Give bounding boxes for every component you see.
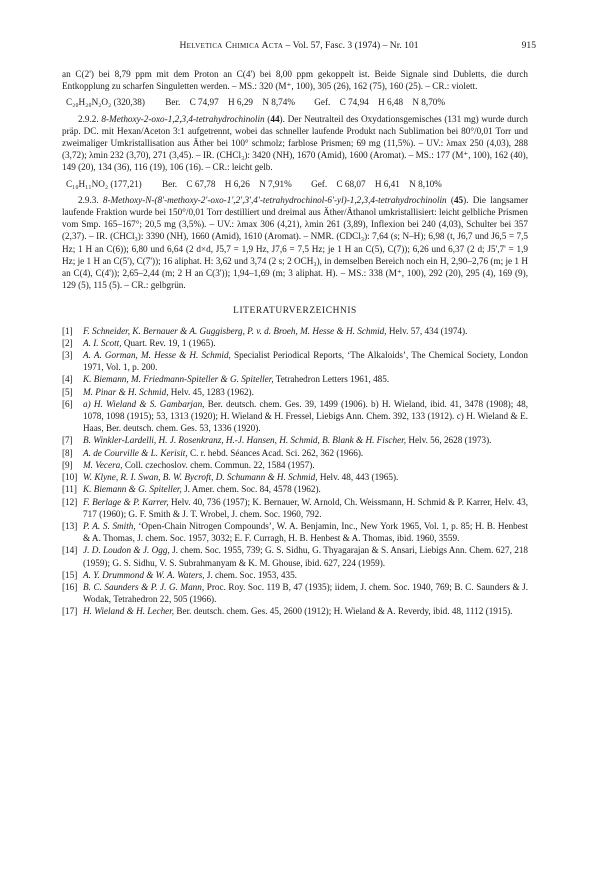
issue-info: – Vol. 57, Fasc. 3 (1974) – Nr. 101 bbox=[285, 40, 419, 51]
reference-item bbox=[62, 569, 528, 581]
reference-item bbox=[62, 496, 528, 520]
reference-item bbox=[62, 544, 528, 568]
reference-number: [16] bbox=[62, 581, 78, 592]
elemental-analysis-1 bbox=[66, 96, 528, 108]
found-value: N 8,70% bbox=[412, 97, 446, 108]
found-value: H 6,41 bbox=[374, 178, 400, 189]
molecular-formula: C₁₀H₁₁NO₂ (177,21) bbox=[66, 178, 142, 189]
calculated-label: Ber. bbox=[162, 178, 178, 189]
reference-citation: J. Amer. chem. Soc. 84, 4578 (1962). bbox=[181, 484, 321, 495]
compound-number: 45 bbox=[453, 194, 464, 205]
reference-item bbox=[62, 447, 528, 459]
reference-item bbox=[62, 398, 528, 435]
found-label: Gef. bbox=[311, 178, 328, 189]
reference-item bbox=[62, 337, 528, 349]
reference-number: [1] bbox=[62, 325, 73, 336]
calculated-label: Ber. bbox=[165, 97, 181, 108]
reference-item bbox=[62, 581, 528, 605]
reference-authors: A. A. Gorman, M. Hesse & H. Schmid, bbox=[83, 350, 231, 361]
reference-item bbox=[62, 349, 528, 373]
reference-authors: J. D. Loudon & J. Ogg, bbox=[83, 545, 170, 556]
reference-item bbox=[62, 483, 528, 495]
reference-citation: Helv. 40, 736 (1957); K. Bernauer, W. Arnold, Ch. Weissmann, H. Schmid & P. Karrer, Helv. 43, 717 (1960); G. F. Smith & J. T. Wrobel, J. chem. Soc. 1960, 792. bbox=[83, 496, 529, 519]
reference-authors: B. C. Saunders & P. J. G. Mann, bbox=[83, 581, 205, 592]
reference-citation: Helv. 48, 443 (1965). bbox=[317, 472, 399, 483]
reference-number: [11] bbox=[62, 484, 77, 495]
references-heading: LITERATURVERZEICHNIS bbox=[233, 306, 357, 317]
reference-number: [17] bbox=[62, 606, 78, 617]
elemental-analysis-2 bbox=[66, 178, 528, 190]
reference-item bbox=[62, 520, 528, 544]
reference-authors: H. Wieland & H. Lecher, bbox=[83, 606, 175, 617]
reference-authors: K. Biemann, M. Friedmann-Spiteller & G. Spiteller, bbox=[83, 374, 274, 385]
reference-number: [8] bbox=[62, 447, 73, 458]
reference-number: [14] bbox=[62, 545, 78, 556]
reference-item bbox=[62, 386, 528, 398]
reference-item bbox=[62, 605, 528, 617]
reference-citation: Tetrahedron Letters 1961, 485. bbox=[273, 374, 390, 385]
section-2-9-3: 2.9.3. 8-Methoxy-N-(8'-methoxy-2'-oxo-1',2',3',4'-tetrahydrochinol-6'-yl)-1,2,3,4-tetrahydrochinolin (45). Die langsamer laufende Fraktion wurde bei 150°/0,01 Torr destilliert und dreimal aus Äther/Äthanol umkristallisiert: leicht gelbliche Prismen vom Smp. 165–167°; 20,5 mg (3,5%). – UV.: λmax 306 (4,21), λmin 261 (3,89), Inflexion bei 240 (4,03), Schulter bei 357 (2,37). – IR. (CHCl₃): 3390 (NH), 1660 (Amid), 1610 (Aromat). – NMR. (CDCl₃): 7,64 (s; N–H); 6,98 (t, J6,7 und J6,5 = 7,5 Hz; 1 H an C(6)); 6,80 und 6,64 (2 d×d, J5,7 = 1,9 Hz, J7,6 = 7,5 Hz; je 1 H an C(5), C(7)); 6,26 und 6,37 (2 d; J5',7' = 1,9 Hz; je 1 H an C(5'), C(7')); 16 aliphat. H: 3,62 und 3,74 (2 s; 2 OCH₃), in demselben Bereich noch ein H, 2,90–2,76 (m; je 1 H an C(4), C(4')); 2,65–2,44 (m; 2 H an C(3')); 1,94–1,69 (m; 3 aliphat. H). – MS.: 338 (M⁺, 100), 292 (20), 295 (4), 169 (9), 129 (5), 115 (5). – CR.: gelbgrün. bbox=[62, 194, 529, 291]
reference-citation: Coll. czechoslov. chem. Commun. 22, 1584 (1957). bbox=[122, 459, 315, 470]
found-label: Gef. bbox=[314, 97, 331, 108]
reference-citation: Proc. Roy. Soc. 119 B, 47 (1935); iidem, J. chem. Soc. 1940, 769; B. C. Saunders & J. Wodak, Tetrahedron 22, 505 (1966). bbox=[83, 581, 528, 605]
calc-value: H 6,26 bbox=[224, 178, 250, 189]
reference-number: [7] bbox=[62, 435, 73, 446]
reference-authors: M. Vecera, bbox=[83, 459, 123, 470]
compound-number: 44 bbox=[270, 113, 280, 124]
reference-number: [4] bbox=[62, 374, 73, 385]
found-value: H 6,48 bbox=[378, 97, 404, 108]
reference-number: [13] bbox=[62, 520, 78, 531]
compound-name: 8-Methoxy-2-oxo-1,2,3,4-tetrahydrochinolin bbox=[101, 113, 265, 124]
reference-authors: K. Biemann & G. Spiteller, bbox=[83, 484, 182, 495]
reference-item bbox=[62, 373, 528, 385]
reference-number: [12] bbox=[62, 496, 78, 507]
reference-authors: M. Pinar & H. Schmid, bbox=[83, 386, 169, 397]
journal-name: Helvetica Chimica Acta bbox=[179, 40, 284, 51]
section-text: . Die langsamer laufende Fraktion wurde bei 150°/0,01 Torr destilliert und dreimal aus Äther/Äthanol umkristallisiert: leicht gelbliche Prismen vom Smp. 165–167°; 20,5 mg (3,5%). – UV.: λmax 306 (4,21), λmin 261 (3,89), Inflexion bei 240 (4,03), Schulter bei 357 (2,37). – IR. (CHCl₃): 3390 (NH), 1660 (Amid), 1610 (Aromat). – NMR. (CDCl₃): 7,64 (s; N–H); 6,98 (t, J6,7 und J6,5 = 7,5 Hz; 1 H an C(6)); 6,80 und 6,64 (2 d×d, J5,7 = 1,9 Hz, J7,6 = 7,5 Hz; je 1 H an C(5), C(7)); 6,26 und 6,37 (2 d; J5',7' = 1,9 Hz; je 1 H an C(5'), C(7')); 16 aliphat. H: 3,62 und 3,74 (2 s; 2 OCH₃), in demselben Bereich noch ein H, 2,90–2,76 (m; je 1 H an C(4), C(4')); 2,65–2,44 (m; 2 H an C(3')); 1,94–1,69 (m; 3 aliphat. H). – MS.: 338 (M⁺, 100), 292 (20), 295 (4), 169 (9), 129 (5), 115 (5). – CR.: gelbgrün. bbox=[62, 194, 529, 291]
reference-citation: J. chem. Soc. 1953, 435. bbox=[204, 569, 297, 580]
calc-value: C 74,97 bbox=[189, 97, 219, 108]
reference-citation: J. chem. Soc. 1955, 739; G. S. Sidhu, G. Thyagarajan & S. Ansari, Liebigs Ann. Chem. 627, 218 (1959); G. S. Sidhu, V. S. Subrahmanyam & K. M. Ghouse, ibid. 627, 224 (1959). bbox=[83, 545, 529, 568]
reference-citation: Ber. deutsch. chem. Ges. 39, 1499 (1906). b) H. Wieland, ibid. 41, 3478 (1908); 48, 1078, 1098 (1915); 53, 1313 (1920); H. Wieland & H. Fressel, Liebigs Ann. Chem. 392, 133 (1912). c) H. Wieland & E. Haas, Ber. deutsch. chem. Ges. 53, 1336 (1920). bbox=[83, 398, 528, 434]
reference-authors: A. I. Scott, bbox=[83, 337, 122, 348]
found-value: N 8,10% bbox=[409, 178, 442, 189]
reference-number: [10] bbox=[62, 472, 78, 483]
reference-number: [5] bbox=[62, 386, 73, 397]
reference-item bbox=[62, 459, 528, 471]
section-text: . Der Neutralteil des Oxydationsgemisches (131 mg) wurde durch präp. DC. mit Hexan/Aceton 3:1 aufgetrennt, wobei das schneller laufende Produkt nach Sublimation bei 80°/0,01 Torr und zweimaliger Umkristallisation aus Äther bei 100° schmolz; farblose Prismen; 69 mg (11,5%). – UV.: λmax 250 (4,03), 288 (3,72); λmin 232 (3,70), 271 (3,45). – IR. (CHCl₃): 3420 (NH), 1670 (Amid), 1600 (Aromat). – MS.: 177 (M⁺, 100), 162 (40), 149 (20), 134 (36), 116 (19), 106 (16). – CR.: leicht gelb. bbox=[62, 113, 528, 173]
found-value: C 68,07 bbox=[336, 178, 366, 189]
reference-item bbox=[62, 471, 528, 483]
reference-authors: F. Schneider, K. Bernauer & A. Guggisberg, P. v. d. Broeh, M. Hesse & H. Schmid, bbox=[83, 325, 387, 336]
reference-item bbox=[62, 325, 528, 337]
reference-list bbox=[62, 325, 528, 618]
calc-value: C 67,78 bbox=[186, 178, 216, 189]
reference-number: [15] bbox=[62, 569, 78, 580]
reference-authors: P. A. S. Smith, bbox=[83, 520, 136, 531]
reference-citation: Specialist Periodical Reports, ‘The Alkaloids’, The Chemical Society, London 1971, Vol. 1, p. 200. bbox=[83, 350, 528, 373]
compound-name: 8-Methoxy-N-(8'-methoxy-2'-oxo-1',2',3',4'-tetrahydrochinol-6'-yl)-1,2,3,4-tetrahydrochinolin bbox=[102, 194, 447, 205]
reference-authors: F. Berlage & P. Karrer, bbox=[83, 496, 169, 507]
reference-number: [3] bbox=[62, 350, 73, 361]
section-number: 2.9.3. bbox=[78, 194, 99, 205]
reference-citation: Helv. 57, 434 (1974). bbox=[386, 325, 468, 336]
calc-value: H 6,29 bbox=[228, 97, 254, 108]
reference-authors: B. Winkler-Lardelli, H. J. Rosenkranz, H.-J. Hansen, H. Schmid, B. Blank & H. Fischer, bbox=[83, 435, 407, 446]
reference-authors: A. Y. Drummond & W. A. Waters, bbox=[83, 569, 205, 580]
reference-citation: Helv. 56, 2628 (1973). bbox=[406, 435, 492, 446]
reference-citation: ‘Open-Chain Nitrogen Compounds’, W. A. Benjamin, Inc., New York 1965, Vol. 1, p. 85; H. B. Henbest & A. Thomas, J. chem. Soc. 1957, 3032; E. F. Curragh, H. B. Henbest & A. Thomas, ibid. 1960, 3559. bbox=[83, 520, 528, 544]
reference-number: [2] bbox=[62, 337, 73, 348]
reference-citation: Quart. Rev. 19, 1 (1965). bbox=[121, 337, 216, 348]
reference-authors: a) H. Wieland & S. Gambarjan, bbox=[83, 398, 205, 409]
reference-number: [6] bbox=[62, 398, 73, 409]
reference-citation: C. r. hebd. Séances Acad. Sci. 262, 362 (1966). bbox=[187, 447, 364, 458]
calc-value: N 8,74% bbox=[262, 97, 295, 108]
page-number: 915 bbox=[521, 40, 536, 51]
section-number: 2.9.2. bbox=[78, 113, 99, 124]
found-value: C 74,94 bbox=[339, 97, 369, 108]
article-body bbox=[62, 68, 528, 618]
reference-authors: W. Klyne, R. I. Swan, B. W. Bycroft, D. Schumann & H. Schmid, bbox=[83, 472, 318, 483]
running-header-title bbox=[62, 40, 536, 51]
reference-citation: Helv. 45, 1283 (1962). bbox=[168, 386, 254, 397]
reference-item bbox=[62, 434, 528, 446]
reference-authors: A. de Courville & L. Kerisit, bbox=[83, 447, 188, 458]
section-2-9-2: 2.9.2. 8-Methoxy-2-oxo-1,2,3,4-tetrahydrochinolin (44). Der Neutralteil des Oxydationsgemisches (131 mg) wurde durch präp. DC. mit Hexan/Aceton 3:1 aufgetrennt, wobei das schneller laufende Produkt nach Sublimation bei 80°/0,01 Torr und zweimaliger Umkristallisation aus Äther bei 100° schmolz; farblose Prismen; 69 mg (11,5%). – UV.: λmax 250 (4,03), 288 (3,72); λmin 232 (3,70), 271 (3,45). – IR. (CHCl₃): 3420 (NH), 1670 (Amid), 1600 (Aromat). – MS.: 177 (M⁺, 100), 162 (40), 149 (20), 134 (36), 116 (19), 106 (16). – CR.: leicht gelb. bbox=[62, 113, 528, 173]
molecular-formula: C₂₀H₂₀N₂O₂ (320,38) bbox=[66, 97, 145, 108]
reference-number: [9] bbox=[62, 459, 73, 470]
reference-citation: Ber. deutsch. chem. Ges. 45, 2600 (1912); H. Wieland & A. Reverdy, ibid. 48, 1112 (1915). bbox=[174, 606, 513, 617]
calc-value: N 7,91% bbox=[259, 178, 292, 189]
paragraph-continuation: an C(2') bei 8,79 ppm mit dem Proton an C(4') bei 8,00 ppm gekoppelt ist. Beide Signale sind Dubletts, die durch Entkopplung zu scharfen Singuletten werden. – MS.: 320 (M⁺, 100), 305 (26), 162 (75), 160 (25). – CR.: violett. bbox=[62, 69, 528, 92]
running-header bbox=[62, 40, 536, 54]
